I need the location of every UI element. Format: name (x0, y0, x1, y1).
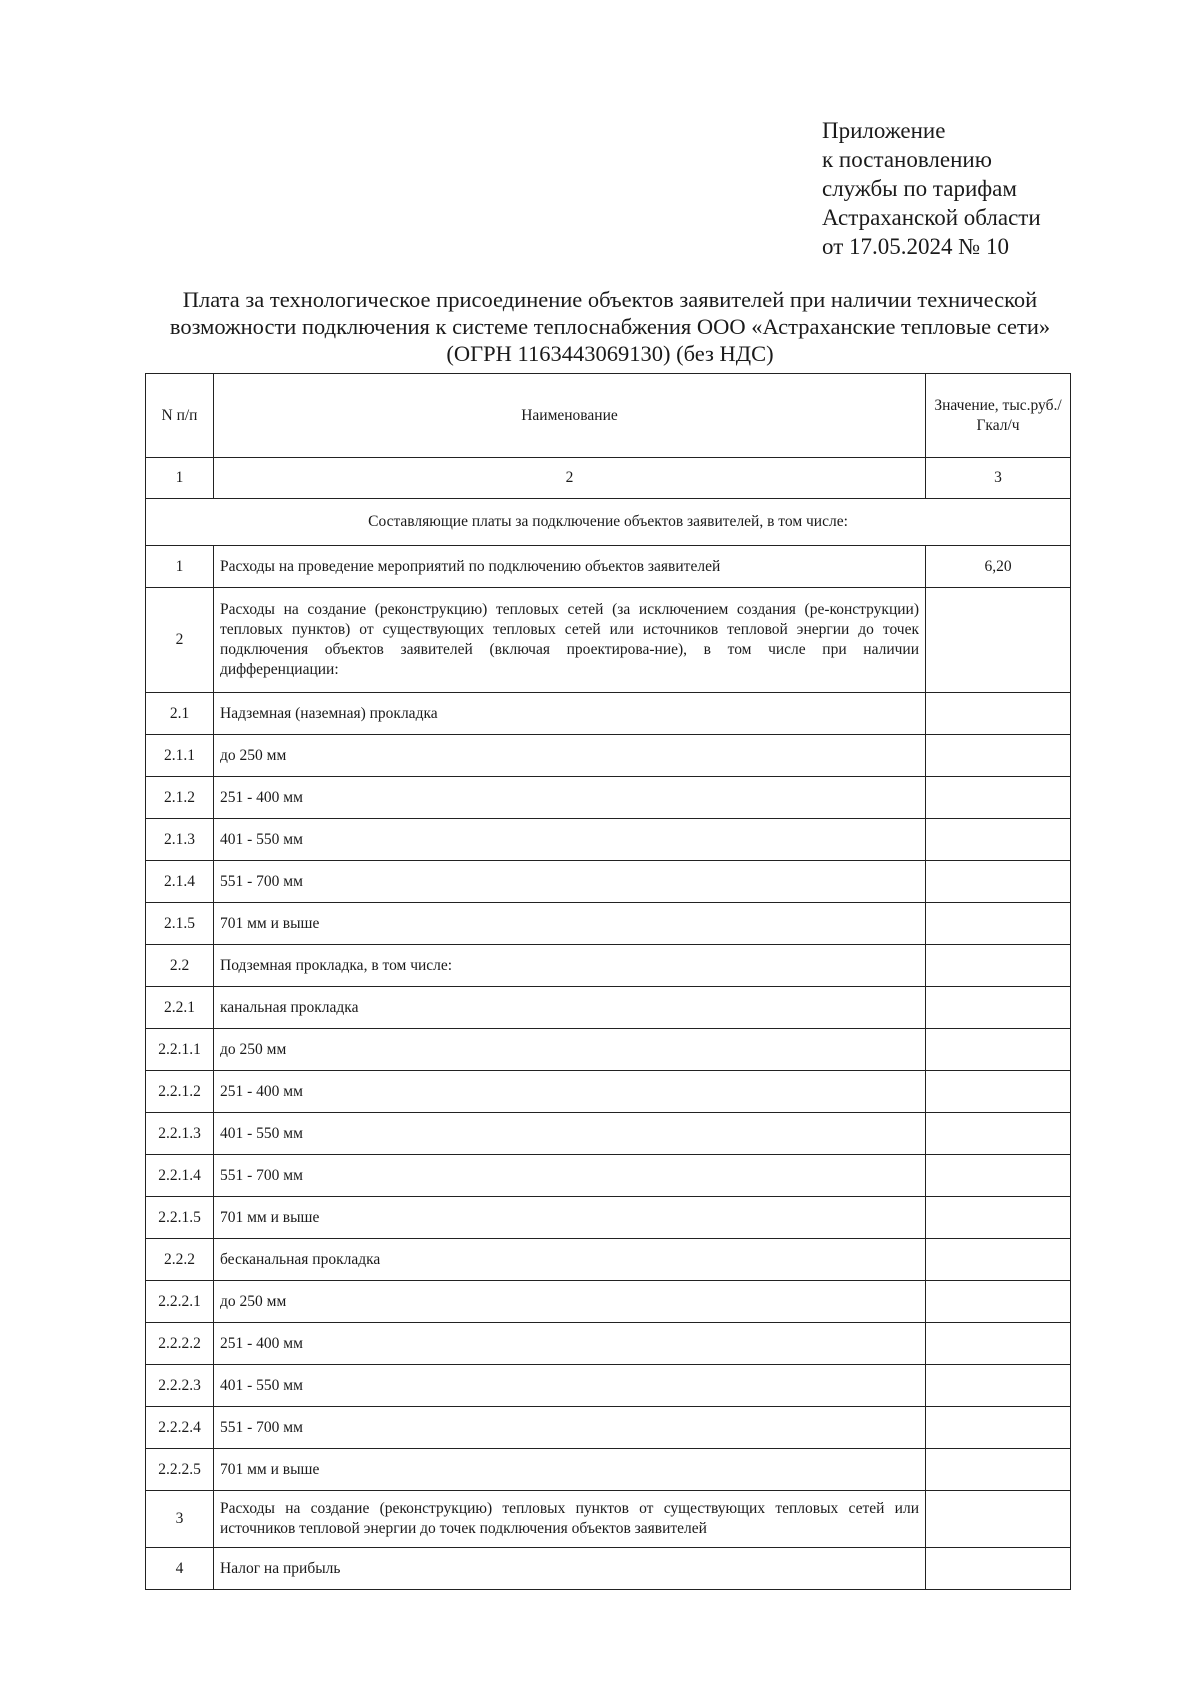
column-index-2: 2 (214, 458, 926, 499)
row-value (926, 987, 1071, 1029)
row-name: Расходы на проведение мероприятий по подключению объектов заявителей (214, 546, 926, 588)
row-number: 2.2.2.1 (146, 1281, 214, 1323)
appendix-line: Астраханской области (822, 205, 1041, 230)
table-row (146, 588, 1071, 693)
row-number: 1 (146, 546, 214, 588)
appendix-line: от 17.05.2024 № 10 (822, 234, 1009, 259)
row-value (926, 1323, 1071, 1365)
table-row (146, 1197, 1071, 1239)
row-number: 2.2.1.1 (146, 1029, 214, 1071)
row-number: 2.2.2.2 (146, 1323, 214, 1365)
row-number: 2.1.4 (146, 861, 214, 903)
row-name: 401 - 550 мм (214, 1113, 926, 1155)
row-value (926, 1239, 1071, 1281)
row-name: 401 - 550 мм (214, 1365, 926, 1407)
row-value (926, 903, 1071, 945)
row-number: 2.2.2.5 (146, 1449, 214, 1491)
row-number: 2.2.1.5 (146, 1197, 214, 1239)
row-name: 251 - 400 мм (214, 1071, 926, 1113)
title-line: (ОГРН 1163443069130) (без НДС) (446, 341, 774, 366)
row-value (926, 1029, 1071, 1071)
row-name: до 250 мм (214, 1029, 926, 1071)
table-row (146, 1449, 1071, 1491)
table-row (146, 903, 1071, 945)
header-num: N п/п (146, 374, 214, 458)
row-number: 2.2.1.4 (146, 1155, 214, 1197)
header-row (146, 374, 1071, 458)
row-number: 2.1.1 (146, 735, 214, 777)
table-row (146, 1113, 1071, 1155)
row-value (926, 1365, 1071, 1407)
row-name: Подземная прокладка, в том числе: (214, 945, 926, 987)
table-body (146, 546, 1071, 1590)
row-value (926, 588, 1071, 693)
row-value (926, 1071, 1071, 1113)
row-number: 2.1.3 (146, 819, 214, 861)
row-name: 701 мм и выше (214, 1449, 926, 1491)
column-index-3: 3 (926, 458, 1071, 499)
row-number: 2.1.5 (146, 903, 214, 945)
section-label: Составляющие платы за подключение объектов заявителей, в том числе: (146, 499, 1071, 546)
row-name: до 250 мм (214, 1281, 926, 1323)
appendix-line: к постановлению (822, 147, 992, 172)
tariff-table (145, 373, 1071, 1590)
table-row (146, 693, 1071, 735)
row-value (926, 1491, 1071, 1548)
row-value (926, 1407, 1071, 1449)
title-line: возможности подключения к системе теплоснабжения ООО «Астраханские тепловые сети» (169, 314, 1051, 339)
row-value (926, 1197, 1071, 1239)
document-title (120, 286, 1100, 367)
row-number: 2.2 (146, 945, 214, 987)
row-value (926, 1449, 1071, 1491)
table-row (146, 1071, 1071, 1113)
table-row (146, 1365, 1071, 1407)
row-number: 2.2.2.4 (146, 1407, 214, 1449)
row-value (926, 1548, 1071, 1590)
row-name: 401 - 550 мм (214, 819, 926, 861)
row-name: канальная прокладка (214, 987, 926, 1029)
table-row (146, 1029, 1071, 1071)
row-name: 551 - 700 мм (214, 1407, 926, 1449)
table-row (146, 987, 1071, 1029)
row-value (926, 1281, 1071, 1323)
table-row (146, 1491, 1071, 1548)
table-row (146, 546, 1071, 588)
row-number: 2.2.2 (146, 1239, 214, 1281)
appendix-note (822, 116, 1041, 261)
column-index-1: 1 (146, 458, 214, 499)
appendix-line: Приложение (822, 118, 946, 143)
row-number: 2.1.2 (146, 777, 214, 819)
row-value (926, 777, 1071, 819)
table-row (146, 945, 1071, 987)
row-value (926, 1113, 1071, 1155)
table-row (146, 1239, 1071, 1281)
row-number: 4 (146, 1548, 214, 1590)
row-name: 251 - 400 мм (214, 777, 926, 819)
row-value (926, 861, 1071, 903)
row-number: 2.2.1.2 (146, 1071, 214, 1113)
row-number: 2.2.1.3 (146, 1113, 214, 1155)
row-name: 251 - 400 мм (214, 1323, 926, 1365)
row-value (926, 945, 1071, 987)
table-row (146, 1407, 1071, 1449)
table-row (146, 1155, 1071, 1197)
table-row (146, 777, 1071, 819)
appendix-line: службы по тарифам (822, 176, 1017, 201)
row-name: Налог на прибыль (214, 1548, 926, 1590)
row-name: 701 мм и выше (214, 1197, 926, 1239)
header-name: Наименование (214, 374, 926, 458)
row-name: 701 мм и выше (214, 903, 926, 945)
row-number: 2.1 (146, 693, 214, 735)
table-row (146, 819, 1071, 861)
table-row (146, 1548, 1071, 1590)
column-index-row (146, 458, 1071, 499)
row-name: Расходы на создание (реконструкцию) тепловых пунктов от существующих тепловых сетей или источников тепловой энергии до точек подключения объектов заявителей (214, 1491, 926, 1548)
header-value: Значение, тыс.руб./Гкал/ч (926, 374, 1071, 458)
row-value (926, 819, 1071, 861)
row-name: до 250 мм (214, 735, 926, 777)
title-line: Плата за технологическое присоединение объектов заявителей при наличии технической (182, 287, 1038, 312)
row-number: 2.2.1 (146, 987, 214, 1029)
row-name: бесканальная прокладка (214, 1239, 926, 1281)
table-row (146, 1323, 1071, 1365)
row-number: 3 (146, 1491, 214, 1548)
row-name: Расходы на создание (реконструкцию) тепловых сетей (за исключением создания (ре-конструкции) тепловых пунктов) от существующих тепловых сетей или источников тепловой энергии до точек подключения объектов заявителей (включая проектирова-ние), в том числе при наличии дифференциации: (214, 588, 926, 693)
table-row (146, 861, 1071, 903)
row-value: 6,20 (926, 546, 1071, 588)
table-row (146, 735, 1071, 777)
row-name: 551 - 700 мм (214, 1155, 926, 1197)
row-number: 2.2.2.3 (146, 1365, 214, 1407)
row-value (926, 693, 1071, 735)
row-number: 2 (146, 588, 214, 693)
row-value (926, 735, 1071, 777)
row-value (926, 1155, 1071, 1197)
row-name: 551 - 700 мм (214, 861, 926, 903)
section-row (146, 499, 1071, 546)
table-row (146, 1281, 1071, 1323)
row-name: Надземная (наземная) прокладка (214, 693, 926, 735)
